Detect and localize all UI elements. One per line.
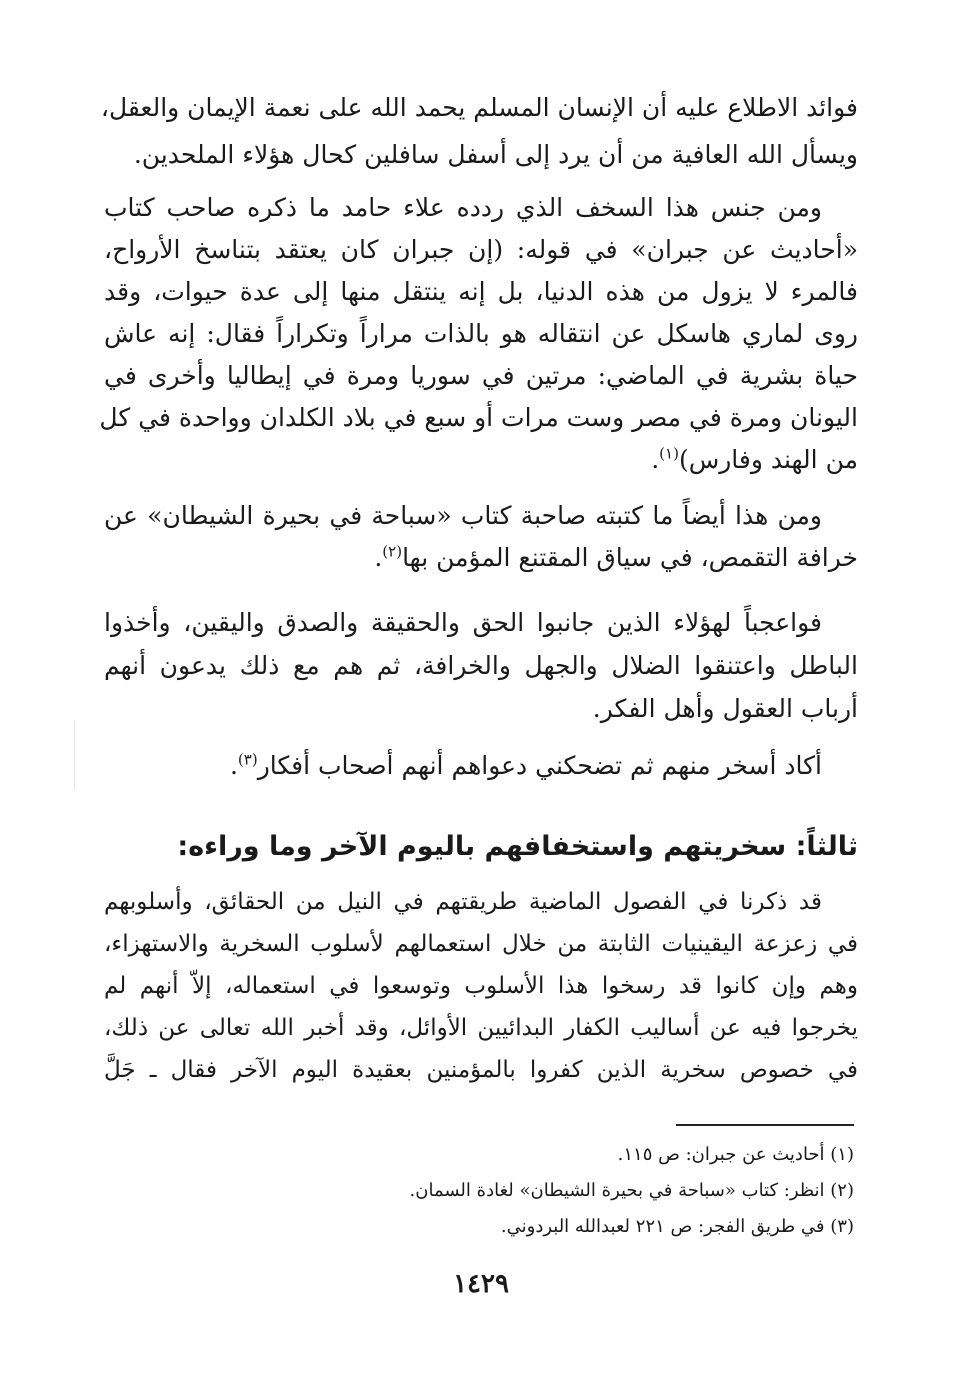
paragraph-3-last-text: خرافة التقمص، في سياق المقتنع المؤمن بها <box>402 543 858 572</box>
page-number: ١٤٢٩ <box>453 1269 509 1299</box>
paragraph-4-line-3: أرباب العقول وأهل الفكر. <box>592 694 858 723</box>
paragraph-3-line-1: ومن هذا أيضاً ما كتبته صاحبة كتاب «سباحة في بحيرة الشيطان» عن <box>104 501 822 530</box>
paragraph-4-line-2: الباطل واعتنقوا الضلال والجهل والخرافة، ثم هم مع ذلك يدعون أنهم <box>104 651 858 680</box>
paragraph-5-line-5: في خصوص سخرية الذين كفروا بالمؤمنين بعقيدة اليوم الآخر فقال ـ جَلَّ <box>104 1057 858 1083</box>
footnote-3: (٣) في طريق الفجر: ص ٢٢١ لعبدالله البردوني. <box>500 1216 854 1237</box>
paragraph-4-line-1: فواعجباً لهؤلاء الذين جانبوا الحق والحقيقة والصدق واليقين، وأخذوا <box>104 608 822 637</box>
footnote-ref-2: (٢) <box>382 542 403 561</box>
footnote-2: (٢) انظر: كتاب «سباحة في بحيرة الشيطان» لغادة السمان. <box>409 1180 854 1201</box>
paragraph-2-line-3: فالمرء لا يزول من هذه الدنيا، بل إنه ينتقل منها إلى عدة حيوات، وقد <box>104 277 858 306</box>
footnote-separator <box>676 1124 854 1126</box>
paragraph-5-line-4: يخرجوا فيه عن أساليب الكفار البدائيين الأوائل، وقد أخبر الله تعالى عن ذلك، <box>104 1015 858 1041</box>
footnote-1: (١) أحاديث عن جبران: ص ١١٥. <box>617 1144 854 1165</box>
paragraph-5-line-3: وهم وإن كانوا قد رسخوا هذا الأسلوب وتوسعوا في استعماله، إلاّ أنهم لم <box>104 973 858 999</box>
paragraph-2-line-4: روى لماري هاسكل عن انتقاله هو بالذات مراراً وتكراراً فقال: إنه عاش <box>104 319 858 348</box>
footnote-ref-1: (١) <box>659 444 679 463</box>
paragraph-2-last-text: من الهند وفارس) <box>678 445 858 474</box>
paragraph-3-line-2 <box>374 538 858 578</box>
verse-line <box>230 746 822 786</box>
paragraph-2-line-2: «أحاديث عن جبران» في قوله: (إن جبران كان يعتقد بتناسخ الأرواح، <box>104 235 858 264</box>
paragraph-1-line-1: فوائد الاطلاع عليه أن الإنسان المسلم يحمد الله على نعمة الإيمان والعقل، <box>100 93 858 122</box>
paragraph-1-line-2: ويسأل الله العافية من أن يرد إلى أسفل سافلين كحال هؤلاء الملحدين. <box>133 140 858 169</box>
verse-end-punct: . <box>229 751 238 780</box>
paragraph-5-line-2: في زعزعة اليقينيات الثابتة من خلال استعمالهم لأسلوب السخرية والاستهزاء، <box>104 931 858 957</box>
verse-text: أكاد أسخر منهم ثم تضحكني دعواهم أنهم أصحاب أفكار <box>257 751 822 780</box>
paragraph-2-line-7 <box>651 440 858 480</box>
paragraph-2-line-1: ومن جنس هذا السخف الذي ردده علاء حامد ما ذكره صاحب كتاب <box>104 193 822 222</box>
paragraph-3-end-punct: . <box>374 543 383 572</box>
section-heading: ثالثاً: سخريتهم واستخفافهم باليوم الآخر وما وراءه: <box>177 831 858 862</box>
paragraph-2-end-punct: . <box>651 445 660 474</box>
paragraph-2-line-5: حياة بشرية في الماضي: مرتين في سوريا ومرة في إيطاليا وأخرى في <box>104 361 858 390</box>
paragraph-2-line-6: اليونان ومرة في مصر وست مرات أو سبع في بلاد الكلدان وواحدة في كل <box>99 403 858 432</box>
paragraph-5-line-1: قد ذكرنا في الفصول الماضية طريقتهم في النيل من الحقائق، وأسلوبهم <box>104 889 822 915</box>
scan-margin-mark <box>74 720 75 790</box>
footnote-ref-3: (٣) <box>237 750 258 769</box>
